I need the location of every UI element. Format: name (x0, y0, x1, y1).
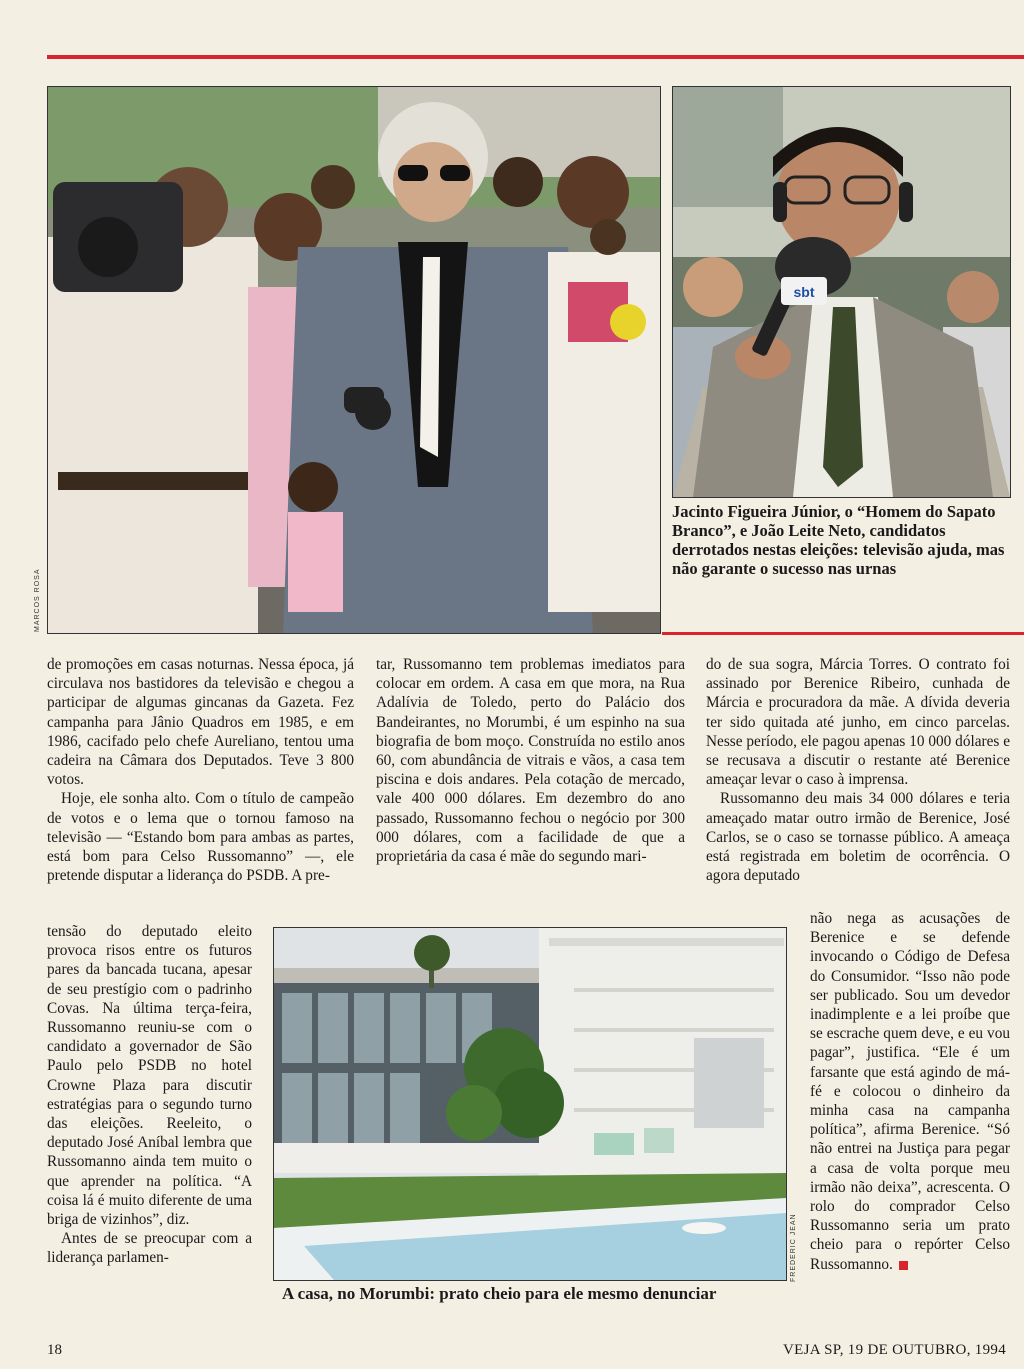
photo3-credit: FREDERIC JEAN (790, 1213, 797, 1282)
caption-red-rule (662, 632, 1024, 635)
article-paragraph: tensão do deputado eleito provoca risos entre os futuros pares da bancada tucana, apesar de seu prestígio com o padrinho Covas. Na última terça-feira, Russomanno reuniu-se com o candidato a governador de São Paulo pelo PSDB no hotel Crowne Plaza para discutir estratégias para o segundo turno das eleições. Reeleito, o deputado José Aníbal lembra que Russomanno ainda tem muito o que aprender na política. “A coisa lá é muito diferente de uma briga de vizinhos”, diz. (47, 923, 252, 1229)
article-column-3 (706, 655, 1010, 885)
photo2-credit: EGBERTO NOGUEIRA (1013, 420, 1020, 510)
photo-house-morumbi (273, 927, 787, 1281)
article-paragraph: Hoje, ele sonha alto. Com o título de campeão de votos e o lema que o tornou famoso na televisão — “Estando bom para ambas as partes, está bom para Celso Russomanno” —, ele pretende disputar a liderança do PSDB. A pre- (47, 790, 354, 885)
top-red-rule (47, 55, 1024, 59)
end-of-article-mark (899, 1261, 908, 1270)
article-paragraph: Russomanno deu mais 34 000 dólares e teria ameaçado matar outro irmão de Berenice, José Carlos, se o caso se tornasse público. A ameaça está registrada em boletim de ocorrência. O agora deputado (706, 790, 1010, 885)
photo2-caption: Jacinto Figueira Júnior, o “Homem do Sapato Branco”, e João Leite Neto, candidatos derrotados nestas eleições: televisão ajuda, mas não garante o sucesso nas urnas (672, 502, 1005, 578)
article-paragraph: não nega as acusações de Berenice e se defende invocando o Código de Defesa do Consumidor. “Isso não pode ser publicado. Sou um devedor inadimplente e a lei proíbe que se escrache quem deve, e eu vou pagar”, justifica. “Ele é um farsante que está agindo de má-fé e colocou o dinheiro da minha casa na campanha política”, afirma Berenice. “Só não entrei na Justiça para pegar a casa de volta porque meu irmão não deixa”, acrescenta. O rolo do comprador Celso Russomanno seria um prato cheio para o repórter Celso Russomanno. (810, 910, 1010, 1273)
photo3-caption: A casa, no Morumbi: prato cheio para ele mesmo denunciar (282, 1284, 717, 1303)
microphone-logo: sbt (793, 284, 815, 300)
publication-footer: VEJA SP, 19 DE OUTUBRO, 1994 (782, 1342, 1006, 1358)
article-paragraph: Antes de se preocupar com a liderança parlamen- (47, 1230, 252, 1267)
article-paragraph: de promoções em casas noturnas. Nessa época, já circulava nos bastidores da televisão e chegou a participar de algumas gincanas da Gazeta. Fez campanha para Jânio Quadros em 1985, e em 1986, cacifado pelo chefe Aureliano, tentou uma cadeira na Câmara dos Deputados. Teve 3 800 votos. (47, 656, 354, 789)
article-paragraph: do de sua sogra, Márcia Torres. O contrato foi assinado por Berenice Ribeiro, cunhada de Márcia e procuradora da mãe. A dívida deveria ter sido quitada até junho, em cinco parcelas. Nesse período, ele pagou apenas 10 000 dólares e se recusava a discutir o restante até Berenice ameaçar levar o caso à imprensa. (706, 656, 1010, 789)
page-number: 18 (47, 1342, 62, 1358)
article-column-3-continued (810, 909, 1010, 1274)
photo-crowd-jacinto (47, 86, 661, 634)
article-column-1 (47, 655, 354, 885)
article-column-2 (376, 655, 685, 866)
photo-reporter-joao (672, 86, 1011, 498)
photo1-credit: MARCOS ROSA (34, 568, 41, 632)
article-column-1-continued (47, 922, 252, 1268)
article-paragraph: tar, Russomanno tem problemas imediatos para colocar em ordem. A casa em que mora, na Rua Adalívia de Toledo, perto do Palácio dos Bandeirantes, no Morumbi, é um espinho na sua biografia de bom moço. Construída no estilo anos 60, com abundância de vitrais e vãos, a casa tem piscina e dois andares. Pela cotação de mercado, vale 400 000 dólares. Em dezembro do ano passado, Russomanno fechou o negócio por 300 000 dólares, com a facilidade de que a proprietária da casa é mãe do segundo mari- (376, 656, 685, 866)
